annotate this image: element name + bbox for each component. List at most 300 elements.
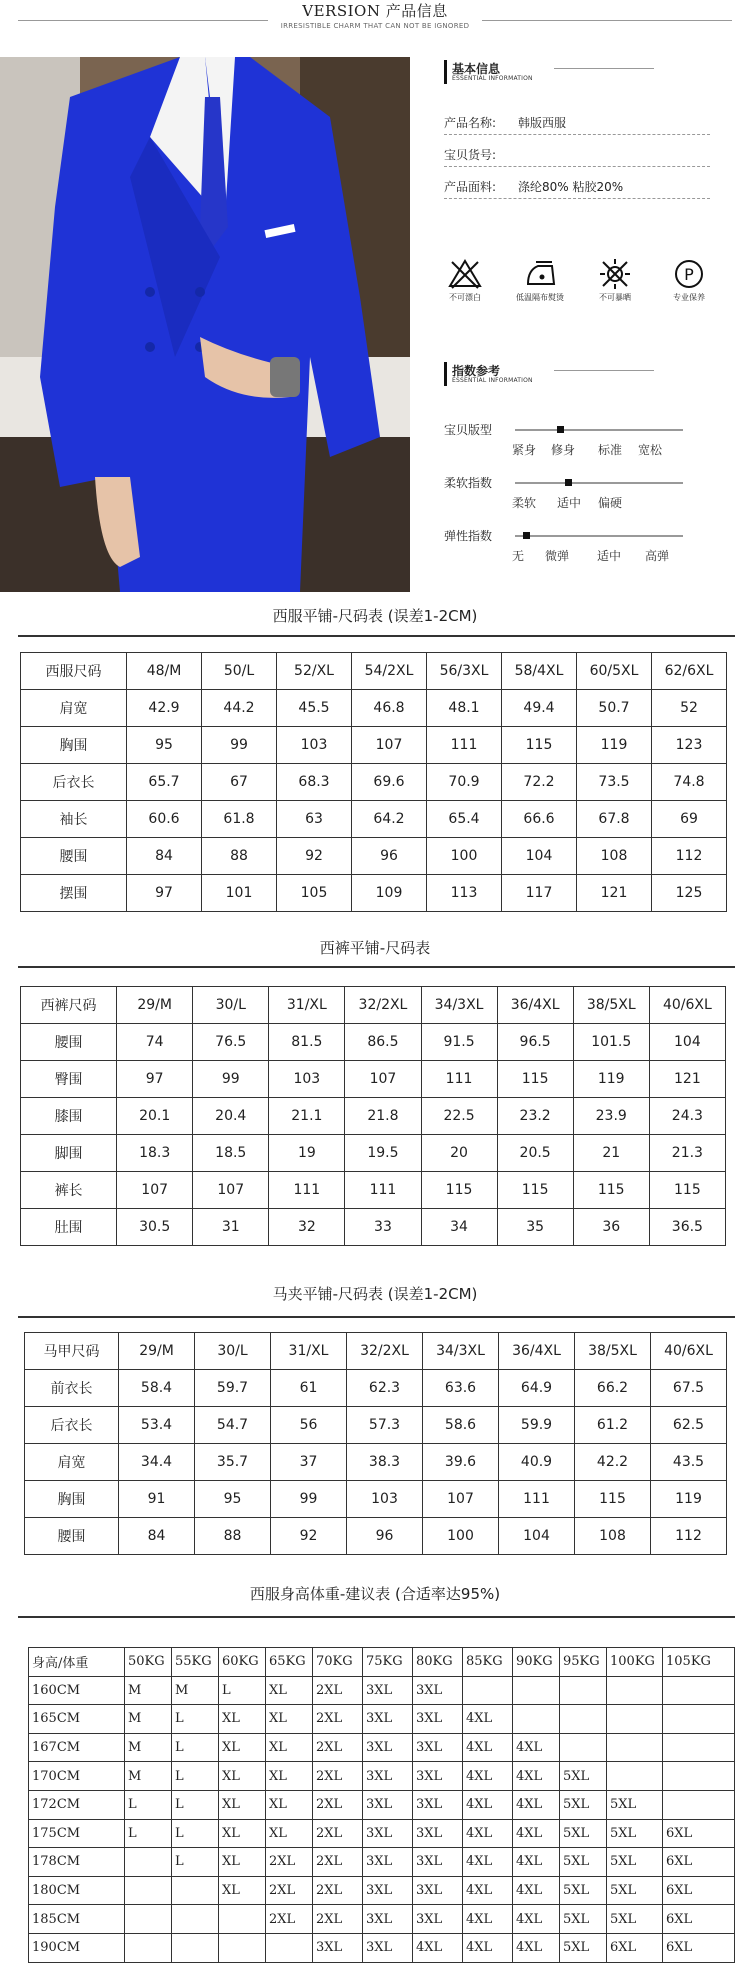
- table-cell: 18.3: [117, 1135, 193, 1172]
- pants-size-table: [20, 986, 726, 1246]
- table-cell: XL: [266, 1676, 313, 1705]
- table-cell: 4XL: [463, 1905, 513, 1934]
- table-header-cell: 70KG: [313, 1648, 363, 1677]
- table-header-cell: 50/L: [202, 653, 277, 690]
- low-temp-iron-icon: [522, 258, 558, 290]
- table-row: [29, 1762, 735, 1791]
- table-cell: 108: [575, 1518, 651, 1555]
- table-cell: 33: [345, 1209, 421, 1246]
- table-cell: [607, 1733, 663, 1762]
- table-cell: 20: [421, 1135, 497, 1172]
- table-cell: 115: [649, 1172, 725, 1209]
- table-cell: 103: [277, 727, 352, 764]
- table-header-cell: 29/M: [119, 1333, 195, 1370]
- table-cell: 37: [271, 1444, 347, 1481]
- table-header-cell: 40/6XL: [649, 987, 725, 1024]
- table-row-label: 178CM: [29, 1848, 125, 1877]
- suit-size-table: [20, 652, 727, 912]
- table-row-label: 前衣长: [25, 1370, 119, 1407]
- table-cell: 112: [652, 838, 727, 875]
- table-cell: L: [125, 1819, 172, 1848]
- table-cell: 62.3: [347, 1370, 423, 1407]
- table-cell: 107: [345, 1061, 421, 1098]
- table-cell: 111: [427, 727, 502, 764]
- table-cell: 64.2: [352, 801, 427, 838]
- table-cell: 4XL: [513, 1876, 560, 1905]
- table-cell: 2XL: [313, 1876, 363, 1905]
- table-cell: 34: [421, 1209, 497, 1246]
- table-cell: 3XL: [413, 1905, 463, 1934]
- index-elastic-knob: [523, 532, 530, 539]
- table-header-cell: 34/3XL: [421, 987, 497, 1024]
- table-cell: 5XL: [560, 1905, 607, 1934]
- table-cell: 61: [271, 1370, 347, 1407]
- table-cell: [172, 1905, 219, 1934]
- table-cell: 60.6: [127, 801, 202, 838]
- table-cell: 101: [202, 875, 277, 912]
- table-cell: 32: [269, 1209, 345, 1246]
- table-cell: 3XL: [413, 1762, 463, 1791]
- table-cell: 20.5: [497, 1135, 573, 1172]
- table-header-row: [21, 987, 726, 1024]
- info-row-sku: [444, 142, 710, 167]
- table-cell: 4XL: [463, 1705, 513, 1734]
- table-cell: 3XL: [413, 1876, 463, 1905]
- table-header-cell: 32/2XL: [345, 987, 421, 1024]
- table-cell: 57.3: [347, 1407, 423, 1444]
- table-cell: 46.8: [352, 690, 427, 727]
- table-row: [21, 838, 727, 875]
- vest-table-rule: [18, 1316, 735, 1318]
- table-cell: 2XL: [313, 1676, 363, 1705]
- basic-info-heading: [444, 60, 734, 86]
- table-cell: 76.5: [193, 1024, 269, 1061]
- no-bleach-icon: [447, 258, 483, 290]
- table-row-label: 170CM: [29, 1762, 125, 1791]
- index-option: 标准: [598, 443, 623, 457]
- table-cell: 3XL: [413, 1790, 463, 1819]
- table-cell: 4XL: [513, 1790, 560, 1819]
- index-soft-track: [515, 482, 683, 484]
- table-row: [25, 1444, 727, 1481]
- table-cell: 4XL: [463, 1762, 513, 1791]
- table-header-cell: 65KG: [266, 1648, 313, 1677]
- table-cell: 58.4: [119, 1370, 195, 1407]
- table-cell: 59.9: [499, 1407, 575, 1444]
- table-row-label: 肩宽: [21, 690, 127, 727]
- table-cell: 63: [277, 801, 352, 838]
- table-header-cell: 54/2XL: [352, 653, 427, 690]
- table-cell: M: [125, 1762, 172, 1791]
- table-cell: [219, 1905, 266, 1934]
- table-row-label: 腰围: [21, 1024, 117, 1061]
- suit-table-title: 西服平铺-尺码表 (误差1-2CM): [272, 607, 478, 625]
- table-cell: 58.6: [423, 1407, 499, 1444]
- table-cell: 2XL: [313, 1762, 363, 1791]
- table-header-cell: 30/L: [195, 1333, 271, 1370]
- table-cell: 74: [117, 1024, 193, 1061]
- weight-table-title: 西服身高体重-建议表 (合适率达95%): [249, 1585, 501, 1603]
- table-row-label: 摆围: [21, 875, 127, 912]
- table-cell: 2XL: [266, 1848, 313, 1877]
- table-row-label: 胸围: [21, 727, 127, 764]
- table-row: [21, 801, 727, 838]
- table-row: [21, 1098, 726, 1135]
- table-cell: M: [172, 1676, 219, 1705]
- table-cell: 109: [352, 875, 427, 912]
- table-header-cell: 50KG: [125, 1648, 172, 1677]
- index-ref-rule: [554, 370, 654, 371]
- table-header-cell: 34/3XL: [423, 1333, 499, 1370]
- table-cell: 64.9: [499, 1370, 575, 1407]
- info-row-name: [444, 110, 710, 135]
- table-header-cell: 100KG: [607, 1648, 663, 1677]
- table-header-cell: 60KG: [219, 1648, 266, 1677]
- index-option: 宽松: [638, 443, 663, 457]
- table-row: [21, 690, 727, 727]
- table-header-cell: 西裤尺码: [21, 987, 117, 1024]
- table-cell: 6XL: [663, 1876, 735, 1905]
- table-cell: 3XL: [413, 1819, 463, 1848]
- table-cell: 111: [345, 1172, 421, 1209]
- table-cell: 18.5: [193, 1135, 269, 1172]
- table-cell: 96: [352, 838, 427, 875]
- table-cell: 125: [652, 875, 727, 912]
- index-option: 偏硬: [598, 496, 623, 510]
- care-no-bleach: [430, 258, 500, 303]
- table-cell: 68.3: [277, 764, 352, 801]
- table-cell: 23.9: [573, 1098, 649, 1135]
- table-cell: 35: [497, 1209, 573, 1246]
- table-cell: 3XL: [363, 1705, 413, 1734]
- table-cell: 38.3: [347, 1444, 423, 1481]
- table-header-cell: 105KG: [663, 1648, 735, 1677]
- table-row-label: 后衣长: [25, 1407, 119, 1444]
- table-header-cell: 95KG: [560, 1648, 607, 1677]
- table-cell: 107: [193, 1172, 269, 1209]
- table-cell: 22.5: [421, 1098, 497, 1135]
- table-cell: 3XL: [413, 1705, 463, 1734]
- table-cell: XL: [266, 1733, 313, 1762]
- table-cell: 2XL: [313, 1905, 363, 1934]
- height-weight-table: [28, 1647, 735, 1963]
- table-cell: 4XL: [513, 1933, 560, 1962]
- table-header-row: [21, 653, 727, 690]
- table-cell: 100: [423, 1518, 499, 1555]
- index-option: 柔软: [512, 496, 537, 510]
- table-cell: 117: [502, 875, 577, 912]
- table-cell: 99: [193, 1061, 269, 1098]
- table-cell: [125, 1905, 172, 1934]
- table-cell: 119: [577, 727, 652, 764]
- table-cell: 40.9: [499, 1444, 575, 1481]
- care-label: 不可漂白: [449, 293, 481, 302]
- table-cell: XL: [219, 1876, 266, 1905]
- table-cell: 4XL: [513, 1733, 560, 1762]
- info-value: 韩版西服: [518, 116, 567, 130]
- table-cell: [172, 1876, 219, 1905]
- table-cell: 115: [575, 1481, 651, 1518]
- table-cell: 108: [577, 838, 652, 875]
- table-cell: 91.5: [421, 1024, 497, 1061]
- table-cell: 35.7: [195, 1444, 271, 1481]
- table-cell: 3XL: [363, 1762, 413, 1791]
- professional-care-icon: [671, 258, 707, 290]
- table-cell: 23.2: [497, 1098, 573, 1135]
- table-cell: 63.6: [423, 1370, 499, 1407]
- table-row-label: 后衣长: [21, 764, 127, 801]
- table-header-cell: 80KG: [413, 1648, 463, 1677]
- table-cell: M: [125, 1705, 172, 1734]
- table-cell: 5XL: [560, 1848, 607, 1877]
- table-cell: 112: [651, 1518, 727, 1555]
- table-cell: 21.3: [649, 1135, 725, 1172]
- table-row-label: 165CM: [29, 1705, 125, 1734]
- index-option: 无: [512, 549, 525, 563]
- table-header-cell: 31/XL: [269, 987, 345, 1024]
- table-cell: [663, 1762, 735, 1791]
- table-cell: 101.5: [573, 1024, 649, 1061]
- table-cell: 4XL: [463, 1933, 513, 1962]
- table-row: [29, 1876, 735, 1905]
- table-cell: 44.2: [202, 690, 277, 727]
- table-row-label: 膝围: [21, 1098, 117, 1135]
- care-label: 不可暴晒: [599, 293, 631, 302]
- table-row: [21, 1209, 726, 1246]
- table-cell: 111: [269, 1172, 345, 1209]
- table-cell: 2XL: [313, 1790, 363, 1819]
- table-cell: XL: [219, 1790, 266, 1819]
- table-cell: 3XL: [413, 1848, 463, 1877]
- table-header-cell: 90KG: [513, 1648, 560, 1677]
- table-cell: L: [172, 1819, 219, 1848]
- table-cell: 20.1: [117, 1098, 193, 1135]
- info-row-fabric: [444, 174, 710, 199]
- table-cell: [219, 1933, 266, 1962]
- table-cell: 65.4: [427, 801, 502, 838]
- table-header-cell: 36/4XL: [499, 1333, 575, 1370]
- table-cell: 119: [573, 1061, 649, 1098]
- table-cell: 36: [573, 1209, 649, 1246]
- page-subtitle: IRRESISTIBLE CHARM THAT CAN NOT BE IGNORED: [280, 22, 470, 30]
- table-cell: 4XL: [463, 1876, 513, 1905]
- table-cell: 119: [651, 1481, 727, 1518]
- table-header-cell: 48/M: [127, 653, 202, 690]
- table-cell: 3XL: [413, 1676, 463, 1705]
- table-row-label: 190CM: [29, 1933, 125, 1962]
- table-cell: [560, 1733, 607, 1762]
- weight-table-rule: [18, 1616, 735, 1618]
- index-soft-label: 柔软指数: [444, 476, 493, 490]
- table-header-cell: 31/XL: [271, 1333, 347, 1370]
- index-option: 适中: [597, 549, 622, 563]
- table-header-cell: 马甲尺码: [25, 1333, 119, 1370]
- table-cell: 104: [499, 1518, 575, 1555]
- table-cell: 49.4: [502, 690, 577, 727]
- table-cell: 3XL: [313, 1933, 363, 1962]
- table-cell: 53.4: [119, 1407, 195, 1444]
- table-cell: 5XL: [607, 1905, 663, 1934]
- table-cell: 115: [497, 1061, 573, 1098]
- table-cell: 69.6: [352, 764, 427, 801]
- table-cell: 45.5: [277, 690, 352, 727]
- table-cell: 2XL: [313, 1705, 363, 1734]
- table-row-label: 180CM: [29, 1876, 125, 1905]
- table-cell: 115: [573, 1172, 649, 1209]
- table-cell: 4XL: [463, 1819, 513, 1848]
- vest-table-title: 马夹平铺-尺码表 (误差1-2CM): [272, 1285, 478, 1303]
- table-cell: 19: [269, 1135, 345, 1172]
- table-header-row: [25, 1333, 727, 1370]
- table-cell: 4XL: [413, 1933, 463, 1962]
- table-cell: 42.9: [127, 690, 202, 727]
- table-cell: 2XL: [313, 1733, 363, 1762]
- table-header-cell: 55KG: [172, 1648, 219, 1677]
- table-row-label: 肩宽: [25, 1444, 119, 1481]
- table-cell: 30.5: [117, 1209, 193, 1246]
- table-cell: 104: [649, 1024, 725, 1061]
- table-cell: 107: [117, 1172, 193, 1209]
- table-cell: 6XL: [663, 1848, 735, 1877]
- table-cell: 56: [271, 1407, 347, 1444]
- table-row-label: 167CM: [29, 1733, 125, 1762]
- care-label: 专业保养: [673, 293, 705, 302]
- index-fit-label: 宝贝版型: [444, 423, 493, 437]
- table-cell: L: [172, 1733, 219, 1762]
- table-cell: 54.7: [195, 1407, 271, 1444]
- table-row: [25, 1481, 727, 1518]
- table-cell: 92: [277, 838, 352, 875]
- table-cell: 72.2: [502, 764, 577, 801]
- info-label: 宝贝货号:: [444, 148, 497, 162]
- table-cell: [560, 1676, 607, 1705]
- table-cell: XL: [219, 1705, 266, 1734]
- table-cell: [663, 1705, 735, 1734]
- table-cell: 100: [427, 838, 502, 875]
- index-ref-en: ESSENTIAL INFORMATION: [452, 377, 533, 384]
- index-option: 紧身: [512, 443, 537, 457]
- table-cell: 2XL: [313, 1848, 363, 1877]
- table-cell: 21.8: [345, 1098, 421, 1135]
- table-header-cell: 62/6XL: [652, 653, 727, 690]
- table-row: [29, 1733, 735, 1762]
- table-cell: 21.1: [269, 1098, 345, 1135]
- table-header-cell: 56/3XL: [427, 653, 502, 690]
- table-header-cell: 身高/体重: [29, 1648, 125, 1677]
- table-row: [21, 1135, 726, 1172]
- table-cell: 6XL: [663, 1905, 735, 1934]
- index-option: 微弹: [545, 549, 570, 563]
- table-cell: 67.8: [577, 801, 652, 838]
- table-header-cell: 40/6XL: [651, 1333, 727, 1370]
- table-cell: 67: [202, 764, 277, 801]
- table-cell: 5XL: [607, 1819, 663, 1848]
- table-row-label: 腰围: [21, 838, 127, 875]
- table-cell: 107: [423, 1481, 499, 1518]
- table-cell: 48.1: [427, 690, 502, 727]
- info-value: 涤纶80% 粘胶20%: [518, 180, 624, 194]
- table-cell: 5XL: [607, 1876, 663, 1905]
- table-cell: 4XL: [463, 1733, 513, 1762]
- table-cell: 104: [502, 838, 577, 875]
- table-cell: 19.5: [345, 1135, 421, 1172]
- table-cell: 5XL: [560, 1762, 607, 1791]
- table-cell: 97: [127, 875, 202, 912]
- table-cell: XL: [219, 1762, 266, 1791]
- table-header-cell: 32/2XL: [347, 1333, 423, 1370]
- table-cell: 88: [195, 1518, 271, 1555]
- table-cell: 3XL: [413, 1733, 463, 1762]
- index-option: 修身: [551, 443, 576, 457]
- suit-table-rule: [18, 635, 735, 637]
- table-row: [25, 1407, 727, 1444]
- table-cell: [125, 1848, 172, 1877]
- table-header-cell: 85KG: [463, 1648, 513, 1677]
- table-cell: L: [219, 1676, 266, 1705]
- table-cell: XL: [266, 1790, 313, 1819]
- table-header-cell: 52/XL: [277, 653, 352, 690]
- svg-text:P: P: [684, 265, 694, 284]
- table-row: [21, 764, 727, 801]
- table-row: [29, 1819, 735, 1848]
- table-cell: 5XL: [607, 1790, 663, 1819]
- table-cell: 5XL: [560, 1819, 607, 1848]
- table-cell: [663, 1733, 735, 1762]
- table-cell: 67.5: [651, 1370, 727, 1407]
- table-cell: 121: [649, 1061, 725, 1098]
- pants-table-title: 西裤平铺-尺码表: [319, 939, 431, 957]
- table-cell: 2XL: [266, 1905, 313, 1934]
- index-fit-track: [515, 429, 683, 431]
- table-cell: 3XL: [363, 1933, 413, 1962]
- table-cell: 61.8: [202, 801, 277, 838]
- table-cell: 69: [652, 801, 727, 838]
- table-row: [29, 1848, 735, 1877]
- table-cell: 96.5: [497, 1024, 573, 1061]
- table-row: [21, 1024, 726, 1061]
- table-cell: L: [172, 1790, 219, 1819]
- table-cell: 95: [195, 1481, 271, 1518]
- table-header-cell: 29/M: [117, 987, 193, 1024]
- table-header-cell: 38/5XL: [575, 1333, 651, 1370]
- table-cell: 103: [269, 1061, 345, 1098]
- table-row-label: 胸围: [25, 1481, 119, 1518]
- table-cell: 86.5: [345, 1024, 421, 1061]
- table-cell: 115: [502, 727, 577, 764]
- table-cell: 43.5: [651, 1444, 727, 1481]
- table-cell: 3XL: [363, 1905, 413, 1934]
- table-row-label: 172CM: [29, 1790, 125, 1819]
- table-cell: [663, 1790, 735, 1819]
- table-row: [25, 1370, 727, 1407]
- care-label: 低温隔布熨烫: [516, 293, 564, 302]
- care-low-temp-iron: [505, 258, 575, 303]
- table-cell: 74.8: [652, 764, 727, 801]
- table-cell: L: [172, 1848, 219, 1877]
- no-sun-dry-icon: [597, 258, 633, 290]
- table-cell: 66.6: [502, 801, 577, 838]
- table-cell: 62.5: [651, 1407, 727, 1444]
- table-cell: 3XL: [363, 1876, 413, 1905]
- table-cell: 123: [652, 727, 727, 764]
- table-cell: 97: [117, 1061, 193, 1098]
- table-cell: 65.7: [127, 764, 202, 801]
- table-cell: 24.3: [649, 1098, 725, 1135]
- index-option: 适中: [557, 496, 582, 510]
- table-cell: 5XL: [560, 1876, 607, 1905]
- table-row: [29, 1933, 735, 1962]
- table-cell: 3XL: [363, 1848, 413, 1877]
